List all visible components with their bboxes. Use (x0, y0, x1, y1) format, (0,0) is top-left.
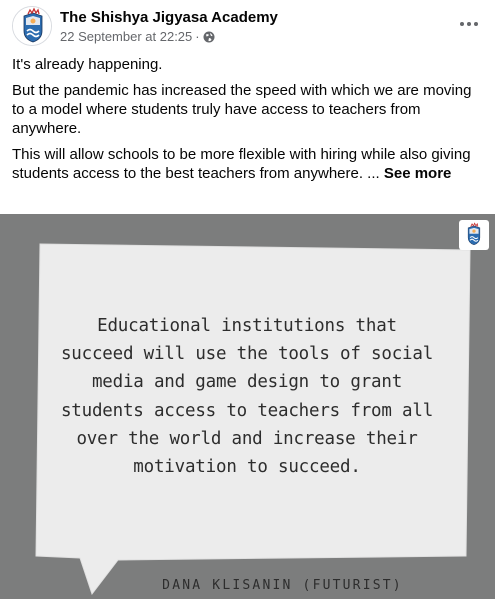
academy-logo-icon (461, 222, 487, 248)
post-paragraph: It's already happening. (12, 56, 163, 73)
post-header (12, 6, 483, 50)
post-image[interactable] (0, 214, 495, 599)
quote-line: motivation to succeed. (133, 457, 361, 478)
more-options-dot (474, 22, 478, 26)
see-more-link[interactable]: See more (383, 165, 452, 182)
quote-line: Educational institutions that (97, 316, 397, 336)
post-paragraph (12, 145, 482, 183)
page-name[interactable]: The Shishya Jigyasa Academy (60, 9, 278, 26)
image-logo-icon (459, 220, 489, 250)
quote-author: DANA KLISANIN (FUTURIST) (162, 578, 403, 593)
page-avatar[interactable] (12, 6, 52, 46)
more-options-icon (460, 22, 464, 26)
academy-logo-icon (13, 7, 52, 46)
post-timestamp[interactable]: 22 September at 22:25 (60, 29, 193, 44)
post-body (12, 55, 482, 190)
more-options-dot (467, 22, 471, 26)
quote-text (30, 312, 464, 481)
post-paragraph-text: This will allow schools to be more flexible with hiring while also giving students access to the best teachers from anywhere. ... (12, 146, 471, 182)
quote-line: media and game design to grant (91, 372, 403, 393)
quote-line: succeed will use the tools of social (60, 344, 434, 365)
more-options-button[interactable] (455, 14, 483, 34)
quote-line: over the world and increase their (76, 428, 418, 449)
post-paragraph: But the pandemic has increased the speed with which we are moving to a model where students truly have access to teachers from anywhere. (12, 82, 472, 137)
globe-icon[interactable] (203, 31, 215, 43)
post-meta (60, 29, 215, 44)
meta-separator: · (195, 29, 200, 44)
quote-line: students access to teachers from all (60, 400, 434, 421)
